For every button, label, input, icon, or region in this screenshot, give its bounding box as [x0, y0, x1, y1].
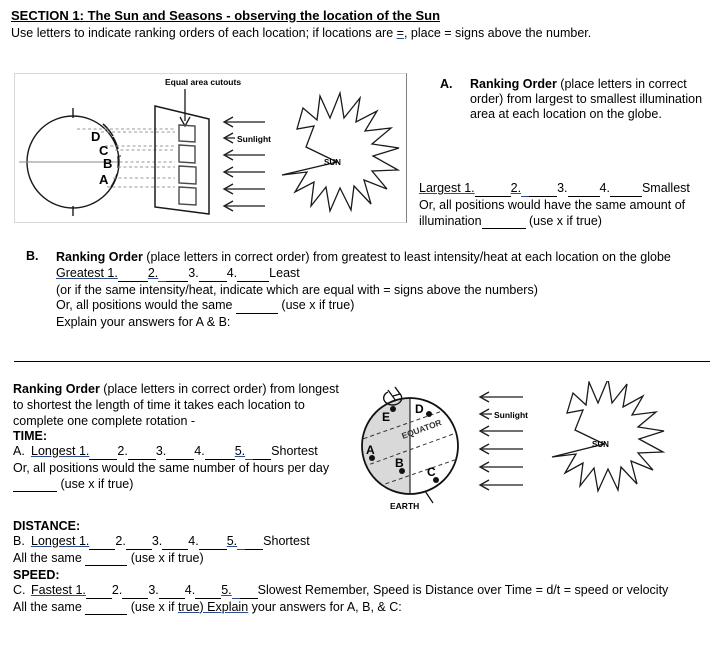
- rank-b-blank-3[interactable]: [199, 266, 227, 282]
- earth-label-e: E: [382, 410, 391, 424]
- section-2-lead-rest-1: (place letters in correct order) from longest: [99, 382, 339, 396]
- speed-blank-3[interactable]: [159, 583, 185, 599]
- speed-n2: 2.: [111, 582, 123, 597]
- distance-prefix: Longest: [31, 533, 76, 548]
- distance-alt-blank[interactable]: [85, 551, 127, 567]
- rank-b-blank-2b[interactable]: [166, 266, 188, 282]
- speed-prefix: Fastest: [31, 582, 72, 597]
- rank-a-blank-3[interactable]: [568, 181, 600, 197]
- section-2-bold-lead: Ranking Order: [13, 382, 100, 396]
- cutouts-label: Equal area cutouts: [165, 77, 242, 87]
- question-b-alt: [56, 298, 716, 314]
- speed-alt-blank[interactable]: [85, 600, 127, 616]
- rank-b-n2: 2.: [147, 265, 159, 280]
- section-2-lead-2: to shortest the length of time it takes each location to: [13, 397, 305, 412]
- question-a-letter: A.: [440, 77, 453, 91]
- distance-alt-pre: All the same: [13, 550, 86, 565]
- distance-blank-5b[interactable]: [245, 534, 263, 550]
- time-n3: 3.: [155, 444, 167, 458]
- speed-alt-pre: All the same: [13, 599, 86, 614]
- globe-label-c: C: [99, 143, 109, 158]
- time-blank-2[interactable]: [128, 444, 156, 460]
- distance-n4: 4.: [188, 533, 199, 548]
- question-b-letter: B.: [26, 249, 39, 263]
- globe-arc-a: [111, 174, 117, 187]
- globe-label-d: D: [91, 129, 101, 144]
- rank-a-n4: 4.: [599, 181, 610, 195]
- speed-section: [13, 567, 713, 615]
- question-b-rank-row: [56, 266, 716, 282]
- time-n4: 4.: [194, 444, 205, 458]
- rank-b-n4: 4.: [226, 265, 238, 280]
- time-alt-1: Or, all positions would the same number of hours per day: [13, 460, 330, 475]
- rank-b-prefix: Greatest: [56, 265, 104, 280]
- time-n5: 5.: [234, 444, 246, 458]
- question-b-lead: [56, 250, 716, 265]
- distance-n5: 5.: [226, 533, 238, 548]
- time-n2: 2.: [117, 444, 128, 458]
- sun-star-bottom: [552, 381, 664, 491]
- rank-b-n3: 3.: [188, 265, 199, 280]
- question-a-rank-row: [419, 181, 719, 197]
- globe-arc-c: [113, 137, 118, 149]
- section-2-lead-3: complete one complete rotation -: [13, 413, 196, 428]
- rank-b-blank-2a[interactable]: [158, 266, 166, 282]
- question-a-alt-post: (use x if true): [525, 213, 602, 228]
- time-suffix: Shortest: [271, 444, 318, 458]
- sun-label-top: SUN: [324, 158, 341, 167]
- time-rank-row: [13, 444, 363, 460]
- speed-n4: 4.: [184, 582, 196, 597]
- earth-label-b: B: [395, 456, 404, 470]
- instruction-equals: =: [396, 26, 404, 41]
- sun-star-top: [282, 93, 399, 211]
- distance-rank-row: [13, 534, 713, 550]
- sunlight-label-top: Sunlight: [237, 134, 271, 144]
- time-letter: A.: [13, 444, 25, 458]
- rank-a-n2: 2.: [510, 181, 522, 195]
- speed-blank-5b[interactable]: [240, 583, 258, 599]
- question-a-alt-blank[interactable]: [482, 214, 526, 230]
- time-alt-2: [13, 477, 363, 493]
- speed-n3: 3.: [148, 582, 159, 597]
- distance-letter: B.: [13, 533, 25, 548]
- sun-seasons-diagram: [14, 73, 407, 223]
- rank-a-suffix: Smallest: [641, 181, 690, 195]
- speed-letter: C.: [13, 582, 26, 597]
- speed-alt-post: your answers for A, B, & C:: [248, 599, 402, 614]
- distance-alt-post: (use x if true): [127, 550, 204, 565]
- speed-heading: SPEED:: [13, 568, 60, 582]
- distance-n3: 3.: [151, 533, 163, 548]
- question-b: [26, 249, 716, 330]
- distance-alt: [13, 551, 713, 567]
- worksheet-header: [11, 8, 711, 41]
- distance-n1: 1.: [78, 533, 90, 548]
- speed-alt-link[interactable]: true) Explain: [177, 599, 249, 614]
- instruction-post: , place = signs above the number.: [403, 26, 592, 41]
- question-a-answers: [419, 180, 719, 229]
- distance-blank-1[interactable]: [89, 534, 115, 550]
- sun-label-bottom: SUN: [592, 440, 609, 449]
- instruction-pre: Use letters to indicate ranking orders of each location; if locations are: [11, 26, 397, 41]
- rank-a-n3: 3.: [557, 181, 568, 195]
- question-b-explain: Explain your answers for A & B:: [56, 315, 231, 329]
- earth-label-c: C: [427, 465, 436, 479]
- distance-suffix: Shortest: [263, 533, 310, 548]
- distance-n2: 2.: [115, 533, 126, 548]
- time-blank-1[interactable]: [89, 444, 117, 460]
- distance-blank-4[interactable]: [199, 534, 227, 550]
- rank-a-n1: 1.: [464, 181, 475, 195]
- rank-b-blank-1[interactable]: [118, 266, 148, 282]
- time-blank-5b[interactable]: [253, 444, 271, 460]
- time-n1: 1.: [78, 444, 90, 458]
- earth-axis-bottom: [425, 491, 433, 503]
- speed-n1: 1.: [75, 582, 86, 597]
- question-b-bold-lead: Ranking Order: [56, 250, 143, 264]
- section-divider: [14, 361, 710, 362]
- globe-label-a: A: [99, 172, 109, 187]
- speed-blank-1[interactable]: [86, 583, 112, 599]
- earth-rotation-diagram: [355, 381, 715, 516]
- section-2-lead-1: [13, 382, 363, 397]
- rank-a-prefix: Largest: [419, 181, 461, 195]
- sunlight-arrows: [224, 117, 265, 211]
- question-a-alt-2: [419, 214, 719, 230]
- equator-label: EQUATOR: [400, 417, 443, 441]
- speed-blank-5a[interactable]: [232, 583, 240, 599]
- question-b-alt-post: (use x if true): [277, 298, 355, 313]
- earth-point-e: [390, 406, 396, 412]
- rank-a-blank-4[interactable]: [610, 181, 642, 197]
- speed-suffix: Slowest: [257, 582, 302, 597]
- speed-blank-2[interactable]: [122, 583, 148, 599]
- question-a-alt-pre: illumination: [419, 213, 482, 228]
- question-b-alt-pre: Or, all positions would the same: [56, 298, 236, 313]
- time-blank-5a[interactable]: [245, 444, 253, 460]
- speed-note: Remember, Speed is Distance over Time = d/t = speed or velocity: [301, 582, 669, 597]
- distance-heading: DISTANCE:: [13, 519, 81, 533]
- page-title: SECTION 1: The Sun and Seasons - observing the location of the Sun: [11, 8, 441, 23]
- cutout-screen: [155, 106, 209, 214]
- question-a-body: [470, 77, 710, 121]
- earth-night-shade: [355, 391, 410, 506]
- question-a-bold-lead: Ranking Order: [470, 77, 557, 91]
- rank-b-suffix: Least: [269, 265, 300, 280]
- speed-n5: 5.: [221, 582, 232, 597]
- speed-alt: [13, 600, 713, 616]
- sunlight-label-bottom: Sunlight: [494, 410, 528, 420]
- time-prefix: Longest: [31, 444, 76, 458]
- rank-b-blank-4[interactable]: [237, 266, 269, 282]
- section-2-questions: [13, 381, 363, 492]
- time-blank-3[interactable]: [166, 444, 194, 460]
- sunlight-arrows-bottom: [480, 392, 523, 490]
- question-a: [440, 77, 710, 121]
- cutout-squares: [179, 125, 196, 205]
- distance-blank-5a[interactable]: [237, 534, 245, 550]
- earth-label-d: D: [415, 402, 424, 416]
- rank-a-blank-1[interactable]: [475, 181, 511, 197]
- distance-section: [13, 518, 713, 566]
- speed-rank-row: [13, 583, 713, 599]
- rank-b-n1: 1.: [107, 265, 118, 280]
- instruction-line: [11, 26, 711, 41]
- question-a-rest: (place letters in correct order) from largest to smallest illumination area at each location on the globe.: [470, 77, 703, 121]
- question-b-alt-blank[interactable]: [236, 298, 278, 314]
- question-a-alt-1: Or, all positions would have the same amount of: [419, 197, 686, 212]
- speed-blank-4[interactable]: [195, 583, 221, 599]
- earth-point-d: [426, 411, 432, 417]
- question-b-note: (or if the same intensity/heat, indicate which are equal with = signs above the numbers): [56, 282, 538, 297]
- question-b-body: [56, 250, 716, 330]
- time-alt-blank[interactable]: [13, 477, 57, 493]
- distance-blank-3[interactable]: [162, 534, 188, 550]
- time-alt-2-text: (use x if true): [57, 476, 134, 491]
- rank-a-blank-2a[interactable]: [521, 181, 529, 197]
- rank-a-blank-2b[interactable]: [529, 181, 557, 197]
- earth-label: EARTH: [390, 501, 420, 511]
- time-heading: TIME:: [13, 429, 48, 444]
- time-blank-4[interactable]: [205, 444, 235, 460]
- question-b-rest: (place letters in correct order) from greatest to least intensity/heat at each location on the globe: [142, 250, 671, 264]
- globe-label-b: B: [103, 156, 113, 171]
- speed-alt-mid: (use x if: [127, 599, 178, 614]
- earth-label-a: A: [366, 443, 375, 457]
- distance-blank-2[interactable]: [126, 534, 152, 550]
